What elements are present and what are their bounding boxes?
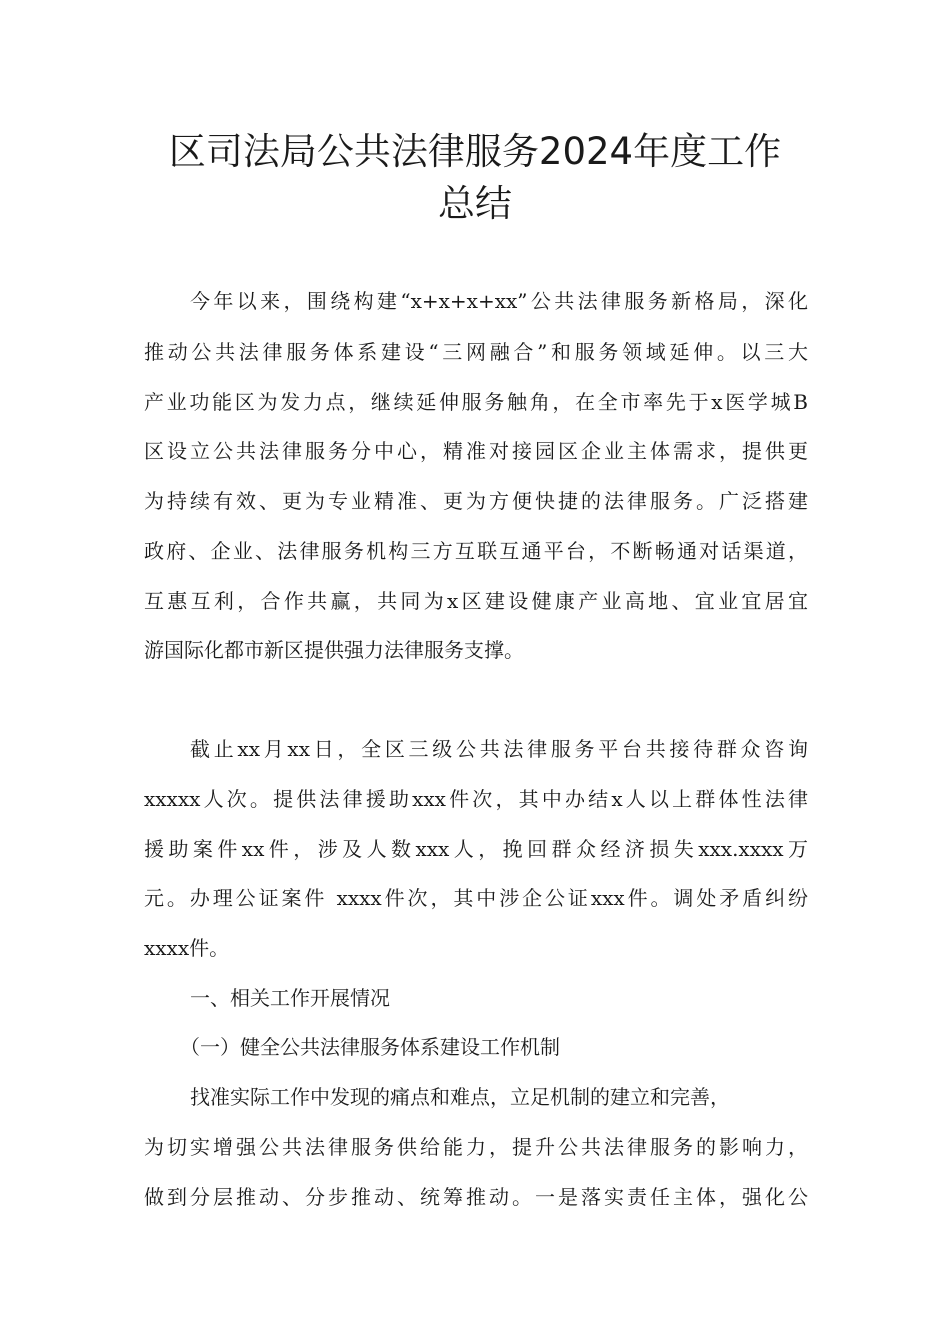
paragraph-1-line-6: 政府、企业、法律服务机构三方互联互通平台，不断畅通对话渠道， (144, 539, 808, 563)
paragraph-1-line-7: 互惠互利，合作共赢，共同为x区建设健康产业高地、宜业宜居宜 (144, 589, 808, 613)
section-heading-1: 一、相关工作开展情况 (190, 986, 390, 1010)
paragraph-2-line-3: 援助案件xx件，涉及人数xxx人，挽回群众经济损失xxx.xxxx万 (144, 837, 808, 861)
document-title-line-1: 区司法局公共法律服务2024年度工作 (168, 130, 782, 173)
paragraph-3-line-2: 为切实增强公共法律服务供给能力，提升公共法律服务的影响力， (144, 1135, 808, 1159)
paragraph-1-line-4: 区设立公共法律服务分中心，精准对接园区企业主体需求，提供更 (144, 439, 808, 463)
paragraph-1-line-5: 为持续有效、更为专业精准、更为方便快捷的法律服务。广泛搭建 (144, 489, 808, 513)
paragraph-3-line-1: 找准实际工作中发现的痛点和难点，立足机制的建立和完善， (190, 1085, 730, 1109)
section-subheading-1: （一）健全公共法律服务体系建设工作机制 (180, 1035, 560, 1059)
paragraph-1-line-2: 推动公共法律服务体系建设“三网融合”和服务领域延伸。以三大 (144, 340, 808, 364)
paragraph-2-line-1: 截止xx月xx日，全区三级公共法律服务平台共接待群众咨询 (190, 737, 808, 761)
paragraph-2-line-4: 元。办理公证案件 xxxx件次，其中涉企公证xxx件。调处矛盾纠纷 (144, 886, 808, 910)
document-title-line-2: 总结 (438, 182, 512, 225)
paragraph-1-line-8: 游国际化都市新区提供强力法律服务支撑。 (144, 638, 524, 662)
paragraph-3-line-3: 做到分层推动、分步推动、统筹推动。一是落实责任主体，强化公 (144, 1185, 808, 1209)
paragraph-2-line-2: xxxxx人次。提供法律援助xxx件次，其中办结x人以上群体性法律 (144, 787, 808, 811)
paragraph-1-line-3: 产业功能区为发力点，继续延伸服务触角，在全市率先于x医学城B (144, 390, 808, 414)
paragraph-1-line-1: 今年以来，围绕构建“x+x+x+xx”公共法律服务新格局，深化 (190, 289, 808, 313)
paragraph-2-line-5: xxxx件。 (144, 936, 230, 960)
